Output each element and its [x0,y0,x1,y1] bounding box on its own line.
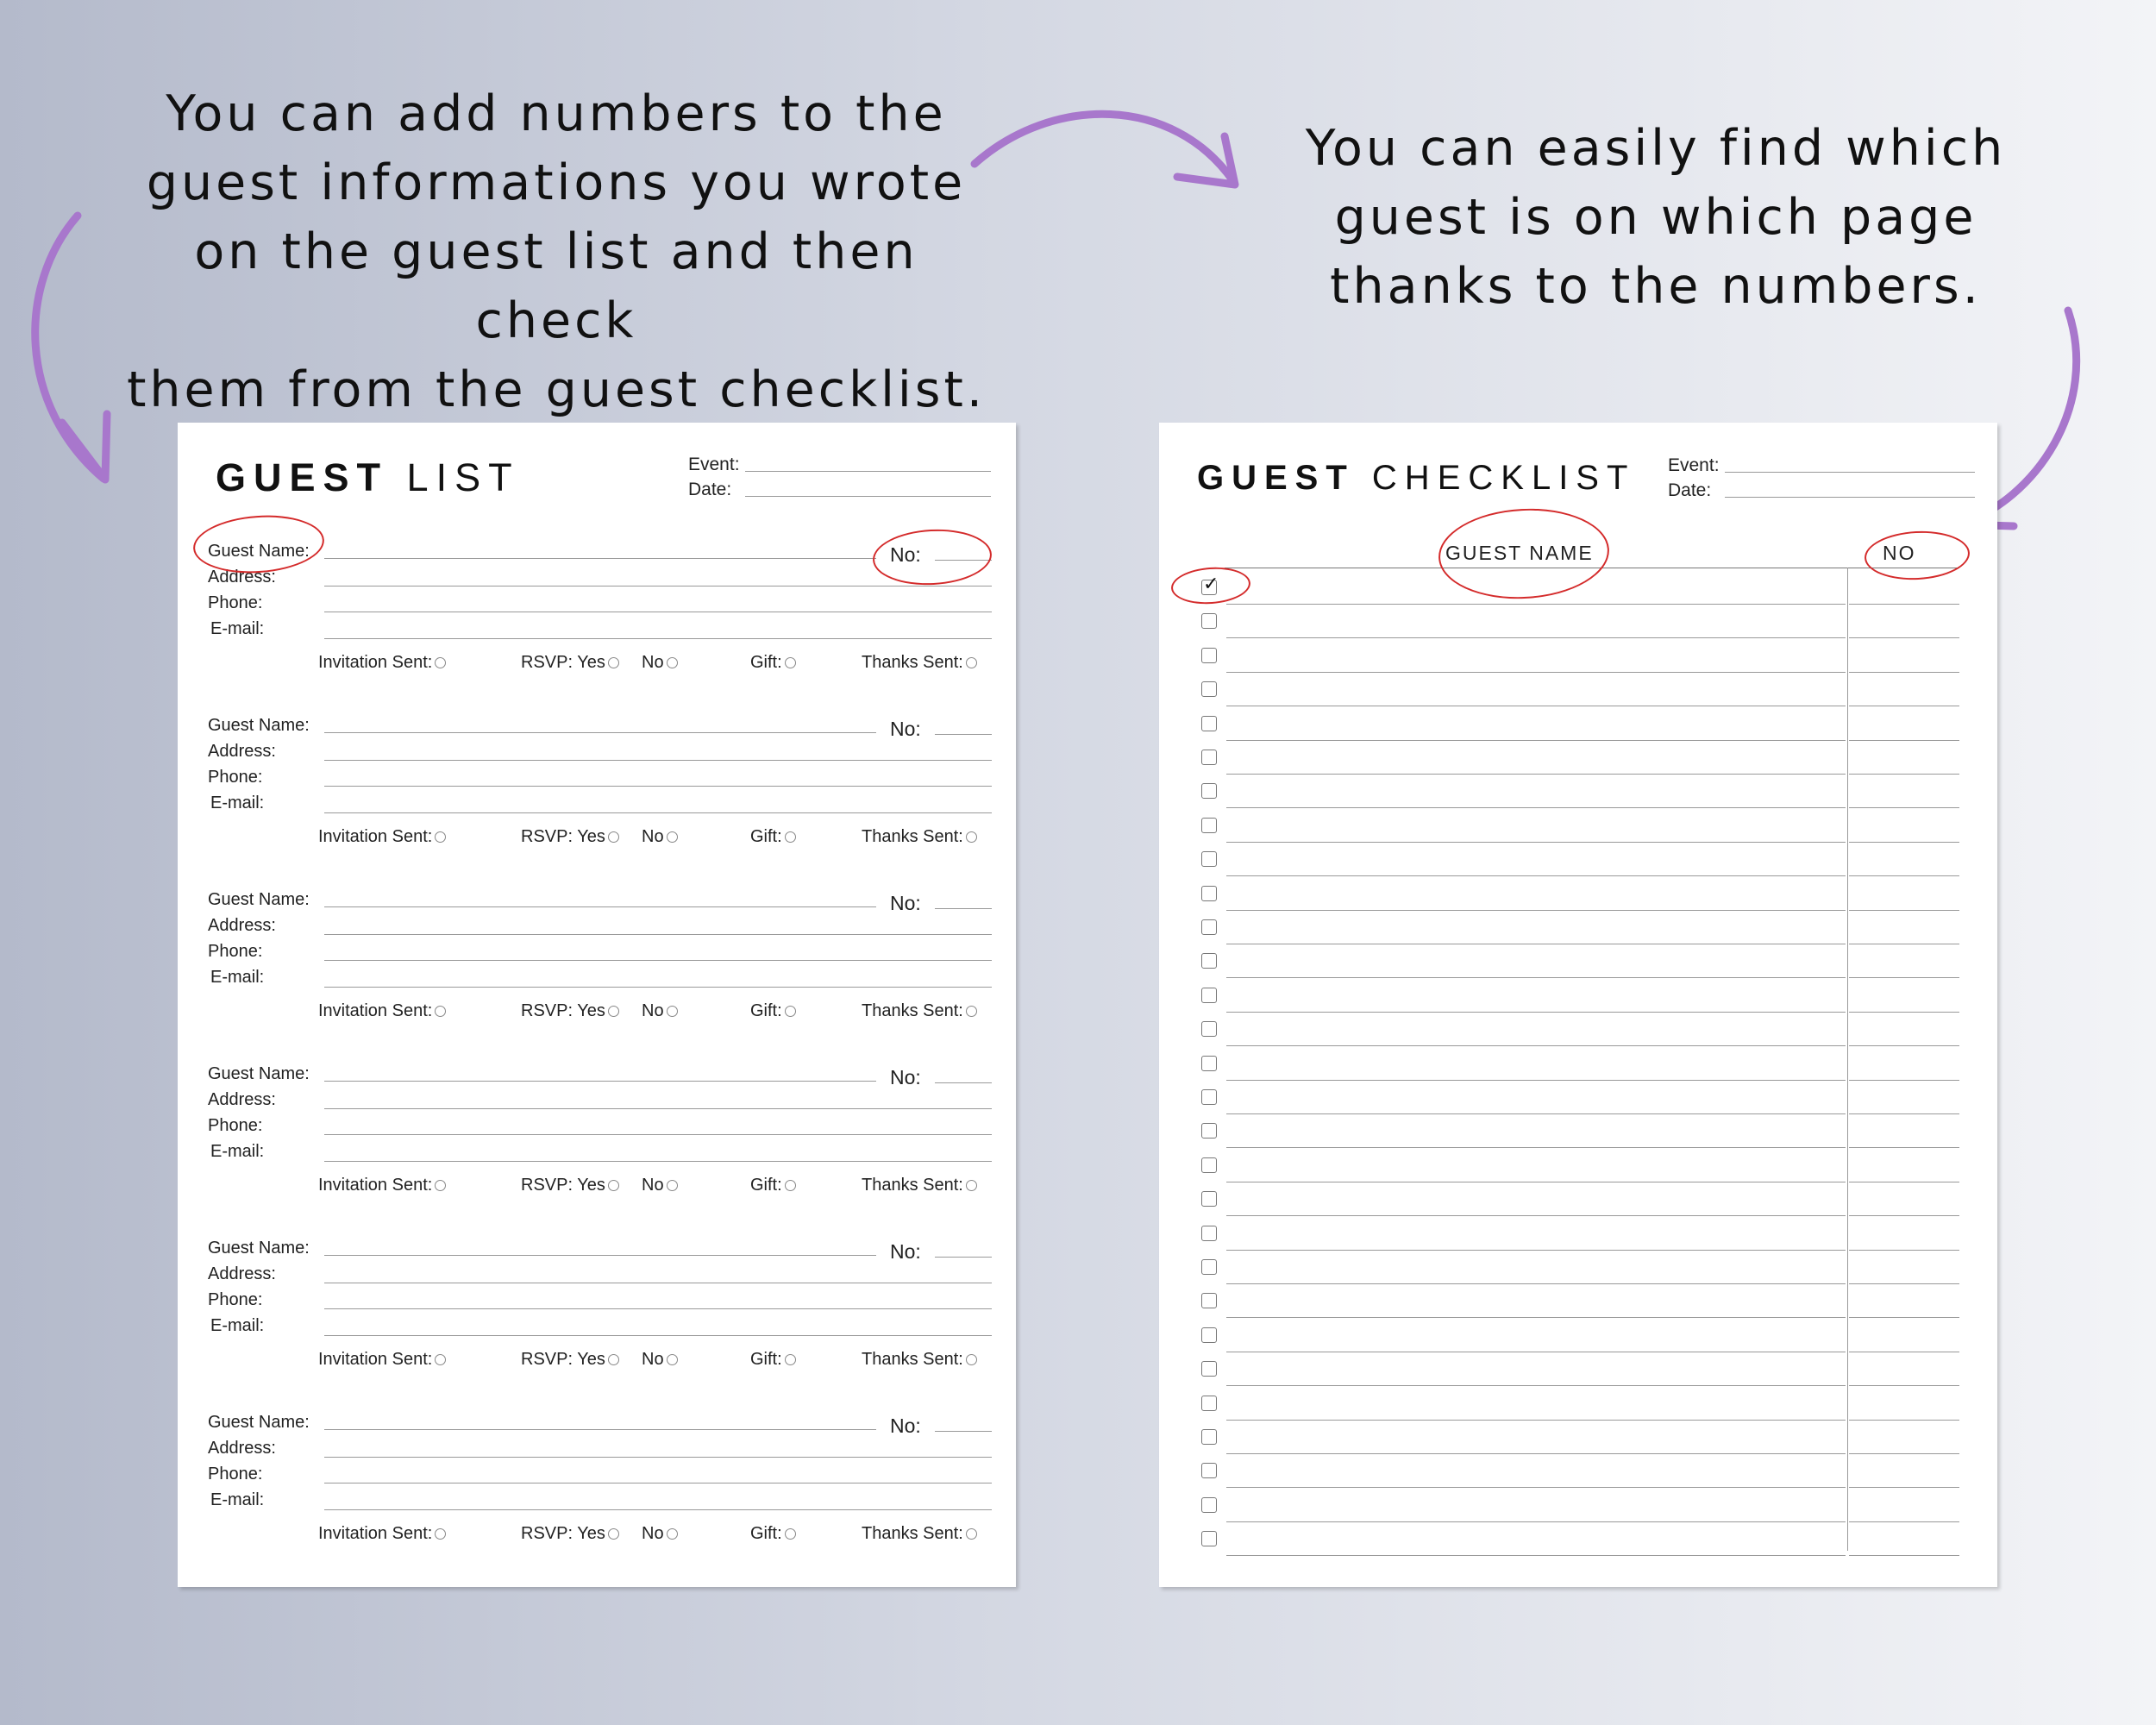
email-label: E-mail: [210,1316,265,1335]
guest-name-field[interactable] [324,906,876,907]
invitation-sent-radio[interactable] [435,1354,446,1365]
invitation-sent-label: Invitation Sent: [318,653,446,673]
guest-name-line[interactable] [1226,875,1846,876]
gift-radio[interactable] [785,1180,796,1191]
guest-name-line[interactable] [1226,740,1846,741]
guest-name-line[interactable] [1226,1385,1846,1386]
address-label: Address: [208,742,276,761]
phone-label: Phone: [208,1116,263,1135]
rsvp-no-radio[interactable] [667,1006,678,1017]
guest-name-label: Guest Name: [208,1064,310,1083]
caption-left: You can add numbers to the guest informations you wrote on the guest list and then check them from the guest checklist. [127,85,986,418]
address-field[interactable] [324,1457,992,1458]
gift-radio[interactable] [785,657,796,668]
guest-checkbox[interactable] [1201,1361,1217,1377]
rsvp-yes-label: RSVP: Yes [521,653,619,673]
no-line[interactable] [1849,1453,1959,1454]
no-field[interactable] [935,908,992,909]
invitation-sent-radio[interactable] [435,1180,446,1191]
guest-name-line[interactable] [1226,1147,1846,1148]
caption-right: You can easily find which guest is on which page thanks to the numbers. [1305,120,2007,315]
no-line[interactable] [1849,910,1959,911]
guest-name-label: Guest Name: [208,1239,310,1258]
thanks-sent-label: Thanks Sent: [862,827,977,847]
gift-radio[interactable] [785,1354,796,1365]
guest-checkbox[interactable] [1201,750,1217,765]
rsvp-yes-radio[interactable] [608,1528,619,1540]
email-field[interactable] [324,1335,992,1336]
guest-checkbox[interactable] [1201,1157,1217,1173]
no-line[interactable] [1849,1012,1959,1013]
address-label: Address: [208,568,276,586]
no-label: No: [890,1066,921,1088]
guest-name-line[interactable] [1226,1113,1846,1114]
rsvp-no-label: No [642,1001,678,1021]
no-line[interactable] [1849,842,1959,843]
guest-name-line[interactable] [1226,1487,1846,1488]
rsvp-no-label: No [642,1524,678,1544]
thanks-sent-radio[interactable] [966,657,977,668]
rsvp-yes-label: RSVP: Yes [521,1524,619,1544]
rsvp-no-radio[interactable] [667,1354,678,1365]
guest-checkbox[interactable] [1201,1089,1217,1105]
no-line[interactable] [1849,604,1959,605]
event-label: Event: [1668,455,1720,475]
rsvp-yes-radio[interactable] [608,831,619,843]
address-field[interactable] [324,760,992,761]
gift-label: Gift: [750,827,796,847]
gift-label: Gift: [750,1176,796,1195]
title-bold: GUEST [216,455,389,499]
guest-checkbox[interactable] [1201,648,1217,663]
no-line[interactable] [1849,1250,1959,1251]
column-divider [1847,568,1848,1551]
rsvp-no-radio[interactable] [667,657,678,668]
guest-checkbox[interactable] [1201,988,1217,1003]
guest-entry [178,716,1016,888]
guest-name-line[interactable] [1226,1521,1846,1522]
thanks-sent-radio[interactable] [966,1006,977,1017]
thanks-sent-label: Thanks Sent: [862,1350,977,1370]
rsvp-no-label: No [642,1176,678,1195]
email-label: E-mail: [210,1142,265,1161]
guest-checklist-sheet [1159,423,1997,1587]
title-bold: GUEST [1197,459,1355,497]
guest-checkbox[interactable] [1201,953,1217,969]
no-field[interactable] [935,1431,992,1432]
guest-entry [178,1413,1016,1585]
guest-name-label: Guest Name: [208,542,310,561]
no-line[interactable] [1849,740,1959,741]
guest-name-line[interactable] [1226,637,1846,638]
gift-radio[interactable] [785,831,796,843]
guest-entry [178,1239,1016,1411]
email-label: E-mail: [210,794,265,812]
guest-checkbox[interactable] [1201,919,1217,935]
email-field[interactable] [324,1509,992,1510]
highlight-circle-no-header [1864,529,1971,582]
event-field[interactable] [1725,472,1975,473]
guest-checkbox[interactable] [1201,1497,1217,1513]
phone-label: Phone: [208,768,263,787]
thanks-sent-label: Thanks Sent: [862,1176,977,1195]
email-label: E-mail: [210,968,265,987]
no-line[interactable] [1849,1215,1959,1216]
guest-checkbox[interactable] [1201,1259,1217,1275]
column-header-guest-name: GUEST NAME [1445,542,1594,564]
no-line[interactable] [1849,1317,1959,1318]
guest-name-line[interactable] [1226,1215,1846,1216]
guest-name-label: Guest Name: [208,716,310,735]
invitation-sent-radio[interactable] [435,1528,446,1540]
thanks-sent-radio[interactable] [966,831,977,843]
email-field[interactable] [324,1161,992,1162]
no-label: No: [890,543,921,566]
guest-checkbox[interactable] [1201,818,1217,833]
guest-checkbox[interactable] [1201,1463,1217,1478]
guest-name-field[interactable] [324,558,876,559]
no-line[interactable] [1849,1283,1959,1284]
email-label: E-mail: [210,619,265,638]
thanks-sent-radio[interactable] [966,1528,977,1540]
guest-checkbox[interactable] [1201,1056,1217,1071]
guest-name-label: Guest Name: [208,1413,310,1432]
guest-name-line[interactable] [1226,1283,1846,1284]
phone-label: Phone: [208,942,263,961]
no-label: No: [890,892,921,914]
no-line[interactable] [1849,1487,1959,1488]
rsvp-yes-radio[interactable] [608,1180,619,1191]
no-line[interactable] [1849,1045,1959,1046]
check-mark-icon: ✓ [1203,574,1219,595]
rsvp-no-radio[interactable] [667,1180,678,1191]
highlight-circle-first-checkbox [1170,565,1252,606]
date-label: Date: [1668,480,1712,500]
guest-checkbox[interactable] [1201,716,1217,731]
guest-list-sheet [178,423,1016,1587]
gift-label: Gift: [750,653,796,673]
thanks-sent-radio[interactable] [966,1354,977,1365]
guest-name-line[interactable] [1226,842,1846,843]
no-line[interactable] [1849,1080,1959,1081]
invitation-sent-radio[interactable] [435,831,446,843]
rsvp-yes-label: RSVP: Yes [521,1001,619,1021]
guest-checkbox[interactable] [1201,1396,1217,1411]
title-light: LIST [406,455,520,499]
guest-name-line[interactable] [1226,1420,1846,1421]
rsvp-no-radio[interactable] [667,831,678,843]
no-line[interactable] [1849,1113,1959,1114]
rsvp-no-radio[interactable] [667,1528,678,1540]
rsvp-yes-label: RSVP: Yes [521,1350,619,1370]
rsvp-yes-radio[interactable] [608,657,619,668]
invitation-sent-label: Invitation Sent: [318,1350,446,1370]
no-field[interactable] [935,1257,992,1258]
guest-checkbox[interactable] [1201,1123,1217,1138]
no-field[interactable] [935,1082,992,1083]
address-label: Address: [208,1264,276,1283]
no-label: No: [890,718,921,740]
guest-name-label: Guest Name: [208,890,310,909]
invitation-sent-label: Invitation Sent: [318,1176,446,1195]
gift-label: Gift: [750,1001,796,1021]
address-field[interactable] [324,934,992,935]
address-label: Address: [208,1439,276,1458]
guest-checkbox[interactable] [1201,1021,1217,1037]
guest-name-line[interactable] [1226,807,1846,808]
email-field[interactable] [324,987,992,988]
guest-entry [178,1064,1016,1237]
thanks-sent-radio[interactable] [966,1180,977,1191]
no-line[interactable] [1849,774,1959,775]
guest-name-line[interactable] [1226,910,1846,911]
column-header-no: NO [1883,542,1916,564]
invitation-sent-label: Invitation Sent: [318,1001,446,1021]
no-label: No: [890,1414,921,1437]
phone-field[interactable] [324,786,992,787]
date-field[interactable] [745,496,991,497]
rsvp-yes-radio[interactable] [608,1006,619,1017]
guest-name-field[interactable] [324,1255,876,1256]
guest-checkbox[interactable] [1201,783,1217,799]
no-line[interactable] [1849,672,1959,673]
highlight-circle-guest-name-header [1436,505,1611,603]
email-field[interactable] [324,638,992,639]
guest-name-line[interactable] [1226,672,1846,673]
no-line[interactable] [1849,1555,1959,1556]
guest-name-line[interactable] [1226,1453,1846,1454]
invitation-sent-label: Invitation Sent: [318,827,446,847]
guest-name-line[interactable] [1226,1250,1846,1251]
guest-name-line[interactable] [1226,1045,1846,1046]
guest-checkbox[interactable] [1201,1191,1217,1207]
invitation-sent-radio[interactable] [435,1006,446,1017]
gift-radio[interactable] [785,1528,796,1540]
thanks-sent-label: Thanks Sent: [862,1001,977,1021]
arrow-top-curve-icon [975,114,1233,181]
date-field[interactable] [1725,497,1975,498]
sheet-title [216,455,520,500]
guest-checkbox[interactable] [1201,1226,1217,1241]
thanks-sent-label: Thanks Sent: [862,1524,977,1544]
phone-field[interactable] [324,1483,992,1484]
no-line[interactable] [1849,1521,1959,1522]
address-field[interactable] [324,1108,992,1109]
no-line[interactable] [1849,807,1959,808]
guest-checkbox[interactable] [1201,1293,1217,1308]
guest-name-field[interactable] [324,1429,876,1430]
guest-checkbox[interactable] [1201,1429,1217,1445]
guest-name-line[interactable] [1226,977,1846,978]
guest-checkbox[interactable] [1201,1531,1217,1546]
guest-checkbox[interactable] [1201,886,1217,901]
invitation-sent-label: Invitation Sent: [318,1524,446,1544]
no-line[interactable] [1849,875,1959,876]
email-label: E-mail: [210,1490,265,1509]
guest-name-field[interactable] [324,1081,876,1082]
phone-field[interactable] [324,1308,992,1309]
guest-name-line[interactable] [1226,774,1846,775]
no-line[interactable] [1849,977,1959,978]
date-label: Date: [688,480,732,499]
rsvp-yes-radio[interactable] [608,1354,619,1365]
sheet-title [1197,459,1635,498]
no-field[interactable] [935,734,992,735]
guest-checkbox[interactable] [1201,851,1217,867]
invitation-sent-radio[interactable] [435,657,446,668]
rsvp-no-label: No [642,1350,678,1370]
guest-checkbox[interactable] [1201,681,1217,697]
guest-name-field[interactable] [324,732,876,733]
guest-checkbox[interactable] [1201,613,1217,629]
guest-name-line[interactable] [1226,1012,1846,1013]
phone-label: Phone: [208,593,263,612]
no-line[interactable] [1849,1385,1959,1386]
event-label: Event: [688,455,740,474]
gift-label: Gift: [750,1350,796,1370]
phone-label: Phone: [208,1465,263,1484]
thanks-sent-label: Thanks Sent: [862,653,977,673]
rsvp-yes-label: RSVP: Yes [521,827,619,847]
address-label: Address: [208,916,276,935]
rsvp-no-label: No [642,827,678,847]
phone-field[interactable] [324,1134,992,1135]
no-label: No: [890,1240,921,1263]
guest-name-line[interactable] [1226,1317,1846,1318]
guest-checkbox[interactable] [1201,1327,1217,1343]
guest-entry [178,890,1016,1063]
rsvp-yes-label: RSVP: Yes [521,1176,619,1195]
no-line[interactable] [1849,1420,1959,1421]
guest-name-line[interactable] [1226,604,1846,605]
gift-label: Gift: [750,1524,796,1544]
address-label: Address: [208,1090,276,1109]
arrow-left-curve-icon [35,216,103,479]
rsvp-no-label: No [642,653,678,673]
event-field[interactable] [745,471,991,472]
no-line[interactable] [1849,637,1959,638]
title-light: CHECKLIST [1371,459,1636,497]
gift-radio[interactable] [785,1006,796,1017]
guest-name-line[interactable] [1226,1080,1846,1081]
email-field[interactable] [324,812,992,813]
phone-label: Phone: [208,1290,263,1309]
phone-field[interactable] [324,960,992,961]
guest-name-line[interactable] [1226,1555,1846,1556]
no-line[interactable] [1849,1147,1959,1148]
